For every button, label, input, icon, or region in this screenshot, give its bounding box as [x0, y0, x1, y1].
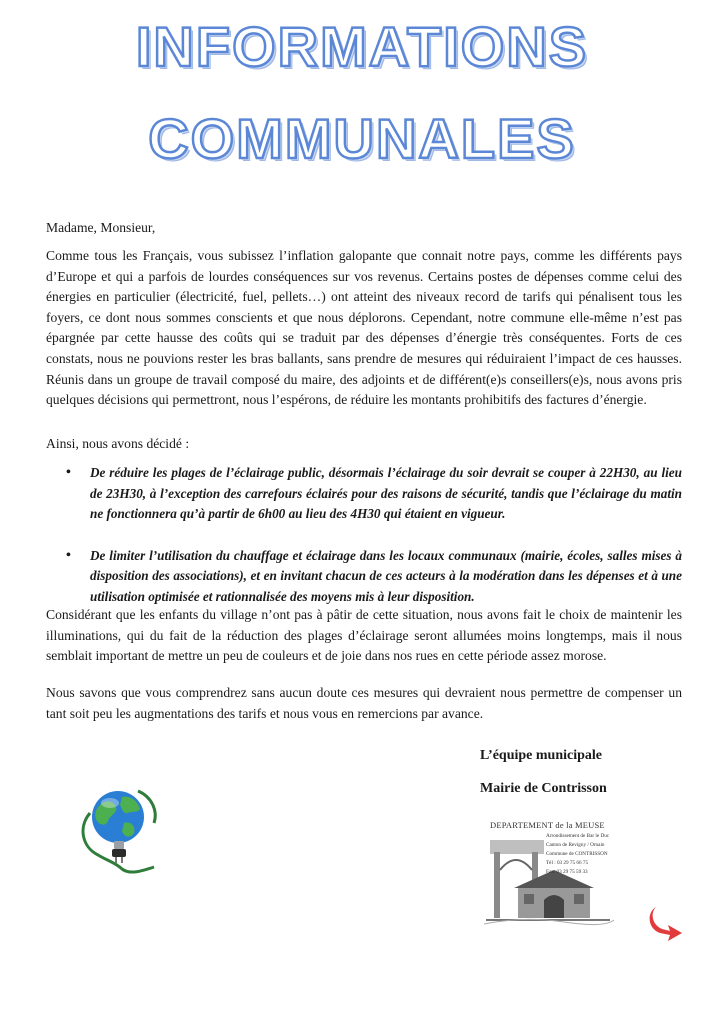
- stamp-line: Fax: 03 29 75 59 33: [546, 869, 588, 875]
- paragraph-closing: Nous savons que vous comprendrez sans aucun doute ces mesures qui devraient nous permettre de compenser un tant soit peu les augmentations des tarifs et nous vous en remercions par avance.: [46, 685, 682, 721]
- municipal-stamp: [484, 818, 616, 926]
- stamp-line: Canton de Revigny / Ornain: [546, 842, 605, 848]
- banner-title-line2: COMMUNALES: [148, 107, 576, 170]
- paragraph-illuminations: Considérant que les enfants du village n’ont pas à pâtir de cette situation, nous avons fait le choix de maintenir les illuminations, qui du fait de la réduction des plages d’éclairage seront allumées moins longtemps, mais il nous semblait important de mettre un peu de couleurs et de joie dans nos rues en cette période assez morose.: [46, 607, 682, 664]
- decision-item: • De limiter l’utilisation du chauffage et éclairage dans les locaux communaux (mairie, écoles, salles mises à disposition des associations), et en invitant chacun de ces acteurs à la modération dans les dépenses et à une utilisation optimisée et rationnalisée des moyens mis à leur disposition.: [66, 546, 682, 608]
- stamp-line: Tél : 03 29 75 66 75: [546, 860, 589, 866]
- next-page-arrow-icon[interactable]: [648, 903, 686, 943]
- signature-team: L’équipe municipale: [480, 748, 603, 763]
- decision-item: • De réduire les plages de l’éclairage public, désormais l’éclairage du soir devrait se couper à 22H30, au lieu de 23H30, à l’exception des carrefours éclairés pour des raisons de sécurité, tandis que l’éclairage du matin ne fonctionnera qu’à partir de 6h00 au lieu des 4H30 qui étaient en vigueur.: [66, 463, 682, 525]
- stamp-line: Arrondissement de Bar le Duc: [546, 833, 610, 839]
- greeting: Madame, Monsieur,: [46, 220, 156, 235]
- decided-intro: Ainsi, nous avons décidé :: [46, 436, 190, 451]
- signature-mairie: Mairie de Contrisson: [480, 781, 607, 796]
- decision-list: [66, 463, 682, 608]
- paragraph-intro: Comme tous les Français, vous subissez l’inflation galopante que connait notre pays, comme les différents pays d’Europe et qui a parfois de lourdes conséquences sur vos revenus. Certains postes de dépenses comme celui des énergies en particulier (électricité, fuel, pellets…) ont atteint des niveaux record de tarifs qui pénalisent tous les foyers, ce dont nous sommes conscients et que nous déplorons. Cependant, notre commune elle-même n’est pas épargnée par cette hausse des coûts qui se traduit par des dépenses d’énergie très conséquentes. Forts de ces constats, nous ne pouvions rester les bras ballants, sans prendre de mesures qui réduiraient l’impact de ces hausses. Réunis dans un groupe de travail composé du maire, des adjoints et de différent(e)s conseillers(e)s, nous avons pris quelques décisions qui permettront, nous l’espérons, de réduire les montants prohibitifs des factures d’énergie.: [46, 248, 682, 408]
- globe-plug-icon: [72, 783, 164, 875]
- stamp-line: Commune de CONTRISSON: [546, 851, 608, 857]
- stamp-department: DEPARTEMENT de la MEUSE: [490, 820, 605, 830]
- banner-title-line1: INFORMATIONS: [135, 15, 589, 78]
